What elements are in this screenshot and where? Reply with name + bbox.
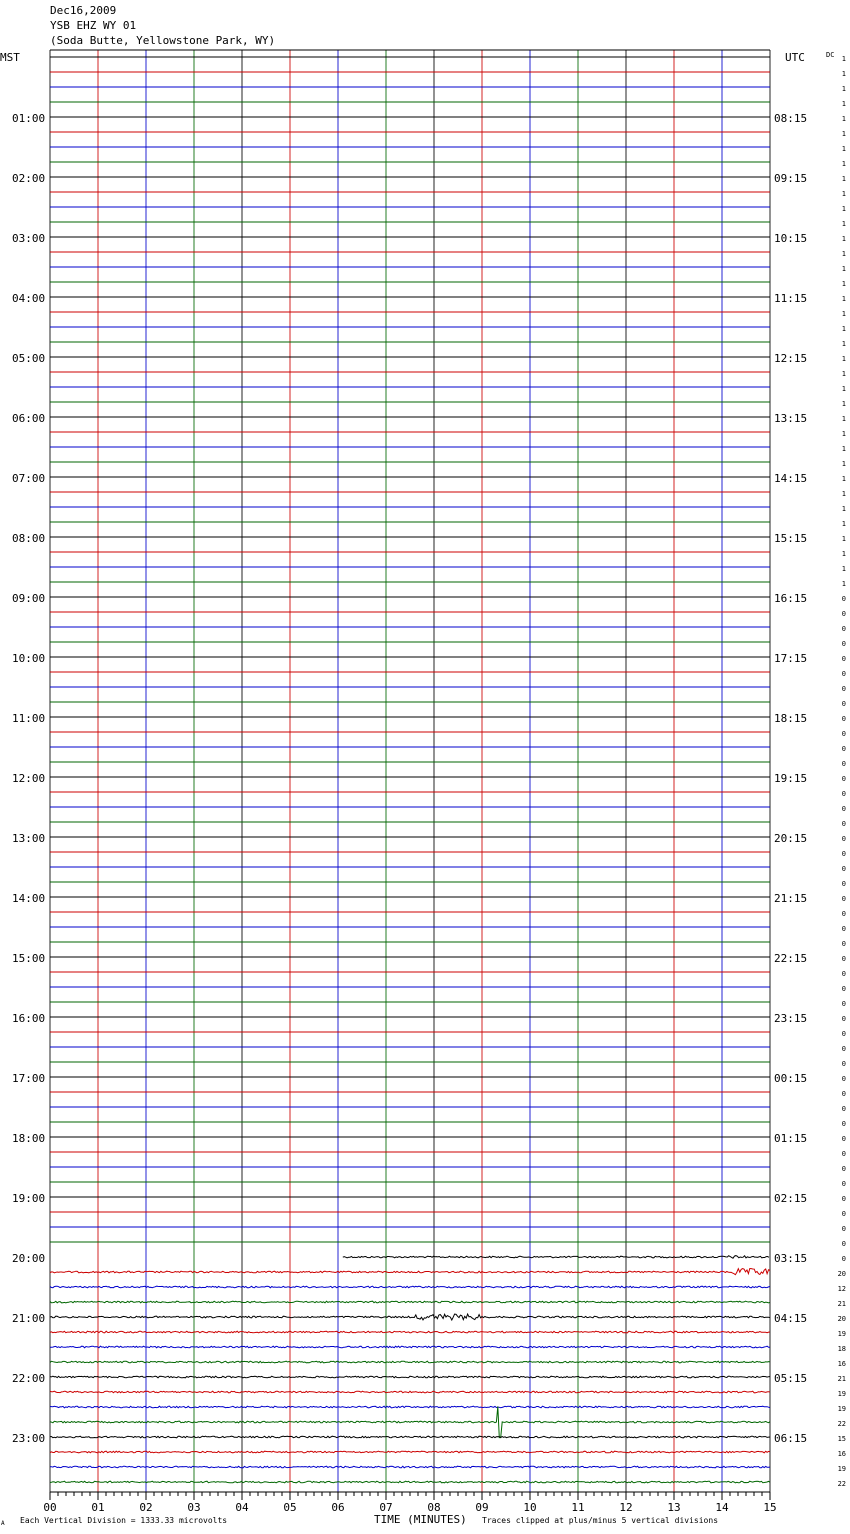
mst-hour-label: 22:00	[12, 1372, 46, 1385]
dc-offset-value: 19	[837, 1330, 846, 1338]
dc-offset-value: 1	[841, 430, 846, 438]
dc-offset-value: 1	[841, 70, 846, 78]
dc-offset-value: 0	[841, 865, 846, 873]
dc-offset-value: 1	[841, 460, 846, 468]
dc-offset-value: 0	[841, 805, 846, 813]
mst-hour-label: 06:00	[12, 412, 46, 425]
dc-offset-value: 22	[837, 1480, 846, 1488]
corner-mark: A	[1, 1520, 5, 1527]
time-axis-title: TIME (MINUTES)	[374, 1513, 467, 1526]
dc-offset-value: 0	[841, 1225, 846, 1233]
utc-hour-label: 15:15	[774, 532, 808, 545]
dc-offset-value: 1	[841, 475, 846, 483]
dc-offset-value: 1	[841, 160, 846, 168]
time-tick-label: 03	[187, 1501, 201, 1514]
seismic-trace	[50, 1331, 770, 1333]
time-tick-label: 13	[667, 1501, 681, 1514]
dc-offset-value: 0	[841, 1030, 846, 1038]
dc-offset-value: 1	[841, 550, 846, 558]
time-tick-label: 08	[427, 1501, 441, 1514]
dc-offset-value: 0	[841, 1060, 846, 1068]
time-tick-label: 10	[523, 1501, 537, 1514]
utc-hour-label: 12:15	[774, 352, 808, 365]
dc-offset-value: 1	[841, 355, 846, 363]
dc-offset-value: 0	[841, 790, 846, 798]
dc-offset-value: 0	[841, 775, 846, 783]
time-tick-label: 14	[715, 1501, 729, 1514]
dc-offset-value: 0	[841, 640, 846, 648]
utc-hour-label: 09:15	[774, 172, 808, 185]
time-tick-label: 02	[139, 1501, 153, 1514]
time-tick-label: 00	[43, 1501, 57, 1514]
utc-hour-label: 10:15	[774, 232, 808, 245]
mst-hour-label: 11:00	[12, 712, 46, 725]
utc-hour-label: 06:15	[774, 1432, 808, 1445]
dc-offset-value: 20	[837, 1315, 846, 1323]
seismic-trace	[50, 1286, 770, 1288]
vertical-division-note: Each Vertical Division = 1333.33 microvolts	[20, 1516, 228, 1525]
dc-offset-value: 0	[841, 760, 846, 768]
dc-offset-value: 1	[841, 145, 846, 153]
seismic-trace	[50, 1314, 770, 1320]
station-location: (Soda Butte, Yellowstone Park, WY)	[50, 34, 276, 47]
dc-offset-value: 15	[837, 1435, 846, 1443]
dc-offset-value: 1	[841, 265, 846, 273]
utc-hour-label: 21:15	[774, 892, 808, 905]
mst-hour-label: 05:00	[12, 352, 46, 365]
dc-offset-value: 1	[841, 55, 846, 63]
dc-offset-value: 16	[837, 1360, 846, 1368]
utc-hour-label: 05:15	[774, 1372, 808, 1385]
utc-hour-label: 16:15	[774, 592, 808, 605]
dc-offset-value: 0	[841, 1045, 846, 1053]
utc-hour-label: 01:15	[774, 1132, 808, 1145]
mst-hour-label: 08:00	[12, 532, 46, 545]
mst-hour-label: 10:00	[12, 652, 46, 665]
time-tick-label: 15	[763, 1501, 777, 1514]
mst-hour-label: 17:00	[12, 1072, 46, 1085]
seismic-trace	[50, 1301, 770, 1303]
station-title: YSB EHZ WY 01	[50, 19, 137, 32]
utc-hour-label: 02:15	[774, 1192, 808, 1205]
mst-hour-label: 13:00	[12, 832, 46, 845]
dc-offset-value: 1	[841, 415, 846, 423]
dc-offset-value: 1	[841, 325, 846, 333]
mst-hour-label: 23:00	[12, 1432, 46, 1445]
dc-offset-value: 0	[841, 1180, 846, 1188]
utc-hour-label: 17:15	[774, 652, 808, 665]
mst-hour-label: 02:00	[12, 172, 46, 185]
utc-hour-label: 13:15	[774, 412, 808, 425]
mst-axis-label: MST	[0, 51, 20, 64]
utc-hour-label: 03:15	[774, 1252, 808, 1265]
dc-offset-value: 1	[841, 190, 846, 198]
dc-offset-value: 0	[841, 700, 846, 708]
dc-offset-value: 1	[841, 85, 846, 93]
dc-offset-value: 0	[841, 1195, 846, 1203]
dc-column-label: DC	[826, 51, 835, 59]
time-tick-label: 01	[91, 1501, 105, 1514]
dc-offset-value: 1	[841, 580, 846, 588]
mst-hour-label: 18:00	[12, 1132, 46, 1145]
dc-offset-value: 0	[841, 910, 846, 918]
dc-offset-value: 22	[837, 1420, 846, 1428]
dc-offset-value: 0	[841, 1105, 846, 1113]
mst-hour-label: 16:00	[12, 1012, 46, 1025]
dc-offset-value: 1	[841, 310, 846, 318]
time-tick-label: 06	[331, 1501, 345, 1514]
utc-hour-label: 18:15	[774, 712, 808, 725]
mst-hour-label: 09:00	[12, 592, 46, 605]
mst-hour-label: 07:00	[12, 472, 46, 485]
utc-hour-label: 23:15	[774, 1012, 808, 1025]
dc-offset-value: 1	[841, 565, 846, 573]
utc-hour-label: 14:15	[774, 472, 808, 485]
dc-offset-value: 1	[841, 520, 846, 528]
dc-offset-value: 0	[841, 1165, 846, 1173]
dc-offset-value: 0	[841, 835, 846, 843]
dc-offset-value: 0	[841, 895, 846, 903]
dc-offset-value: 1	[841, 100, 846, 108]
time-tick-label: 05	[283, 1501, 297, 1514]
dc-offset-value: 1	[841, 340, 846, 348]
dc-offset-value: 1	[841, 490, 846, 498]
utc-hour-label: 20:15	[774, 832, 808, 845]
dc-offset-value: 0	[841, 880, 846, 888]
dc-offset-value: 0	[841, 1015, 846, 1023]
dc-offset-value: 0	[841, 1120, 846, 1128]
mst-hour-label: 03:00	[12, 232, 46, 245]
dc-offset-value: 21	[837, 1375, 846, 1383]
dc-offset-value: 16	[837, 1450, 846, 1458]
dc-offset-value: 1	[841, 250, 846, 258]
time-tick-label: 07	[379, 1501, 393, 1514]
dc-offset-value: 1	[841, 400, 846, 408]
dc-offset-value: 1	[841, 130, 846, 138]
seismic-trace	[50, 1391, 770, 1393]
dc-offset-value: 1	[841, 385, 846, 393]
dc-offset-value: 0	[841, 595, 846, 603]
dc-offset-value: 1	[841, 175, 846, 183]
dc-offset-value: 0	[841, 745, 846, 753]
seismic-trace	[50, 1481, 770, 1483]
mst-hour-label: 14:00	[12, 892, 46, 905]
dc-offset-value: 0	[841, 625, 846, 633]
utc-axis-label: UTC	[785, 51, 805, 64]
mst-hour-label: 04:00	[12, 292, 46, 305]
dc-offset-value: 19	[837, 1405, 846, 1413]
seismic-trace	[50, 1466, 770, 1468]
dc-offset-value: 0	[841, 925, 846, 933]
dc-offset-value: 1	[841, 280, 846, 288]
time-tick-label: 12	[619, 1501, 633, 1514]
dc-offset-value: 1	[841, 205, 846, 213]
time-tick-label: 09	[475, 1501, 489, 1514]
dc-offset-value: 21	[837, 1300, 846, 1308]
dc-offset-value: 0	[841, 1135, 846, 1143]
dc-offset-value: 0	[841, 1000, 846, 1008]
utc-hour-label: 08:15	[774, 112, 808, 125]
dc-offset-value: 0	[841, 820, 846, 828]
utc-hour-label: 04:15	[774, 1312, 808, 1325]
seismic-trace	[343, 1256, 769, 1259]
seismic-trace	[50, 1451, 770, 1453]
seismic-trace	[50, 1376, 770, 1378]
dc-offset-value: 0	[841, 1090, 846, 1098]
plot-date: Dec16,2009	[50, 4, 117, 17]
dc-offset-value: 1	[841, 295, 846, 303]
dc-offset-value: 0	[841, 685, 846, 693]
seismic-trace	[50, 1346, 770, 1348]
seismic-trace	[50, 1361, 770, 1363]
dc-offset-value: 0	[841, 670, 846, 678]
dc-offset-value: 0	[841, 955, 846, 963]
dc-offset-value: 1	[841, 445, 846, 453]
dc-offset-value: 1	[841, 535, 846, 543]
dc-offset-value: 19	[837, 1390, 846, 1398]
dc-offset-value: 0	[841, 730, 846, 738]
mst-hour-label: 01:00	[12, 112, 46, 125]
time-tick-label: 04	[235, 1501, 249, 1514]
dc-offset-value: 0	[841, 1210, 846, 1218]
dc-offset-value: 0	[841, 985, 846, 993]
dc-offset-value: 20	[837, 1270, 846, 1278]
dc-offset-value: 12	[837, 1285, 846, 1293]
seismic-trace	[50, 1269, 770, 1275]
dc-offset-value: 0	[841, 1075, 846, 1083]
dc-offset-value: 0	[841, 850, 846, 858]
dc-offset-value: 0	[841, 940, 846, 948]
dc-offset-value: 1	[841, 505, 846, 513]
utc-hour-label: 19:15	[774, 772, 808, 785]
dc-offset-value: 0	[841, 715, 846, 723]
clipping-note: Traces clipped at plus/minus 5 vertical divisions	[482, 1516, 719, 1525]
seismic-trace	[50, 1406, 770, 1437]
dc-offset-value: 0	[841, 610, 846, 618]
dc-offset-value: 1	[841, 235, 846, 243]
dc-offset-value: 1	[841, 220, 846, 228]
mst-hour-label: 19:00	[12, 1192, 46, 1205]
time-tick-label: 11	[571, 1501, 585, 1514]
dc-offset-value: 18	[837, 1345, 846, 1353]
utc-hour-label: 22:15	[774, 952, 808, 965]
utc-hour-label: 00:15	[774, 1072, 808, 1085]
dc-offset-value: 1	[841, 115, 846, 123]
mst-hour-label: 15:00	[12, 952, 46, 965]
dc-offset-value: 1	[841, 370, 846, 378]
dc-offset-value: 0	[841, 1240, 846, 1248]
mst-hour-label: 12:00	[12, 772, 46, 785]
dc-offset-value: 19	[837, 1465, 846, 1473]
dc-offset-value: 0	[841, 655, 846, 663]
mst-hour-label: 21:00	[12, 1312, 46, 1325]
utc-hour-label: 11:15	[774, 292, 808, 305]
mst-hour-label: 20:00	[12, 1252, 46, 1265]
dc-offset-value: 0	[841, 970, 846, 978]
dc-offset-value: 0	[841, 1150, 846, 1158]
dc-offset-value: 0	[841, 1255, 846, 1263]
seismic-trace	[50, 1406, 770, 1408]
seismic-trace	[50, 1436, 770, 1438]
